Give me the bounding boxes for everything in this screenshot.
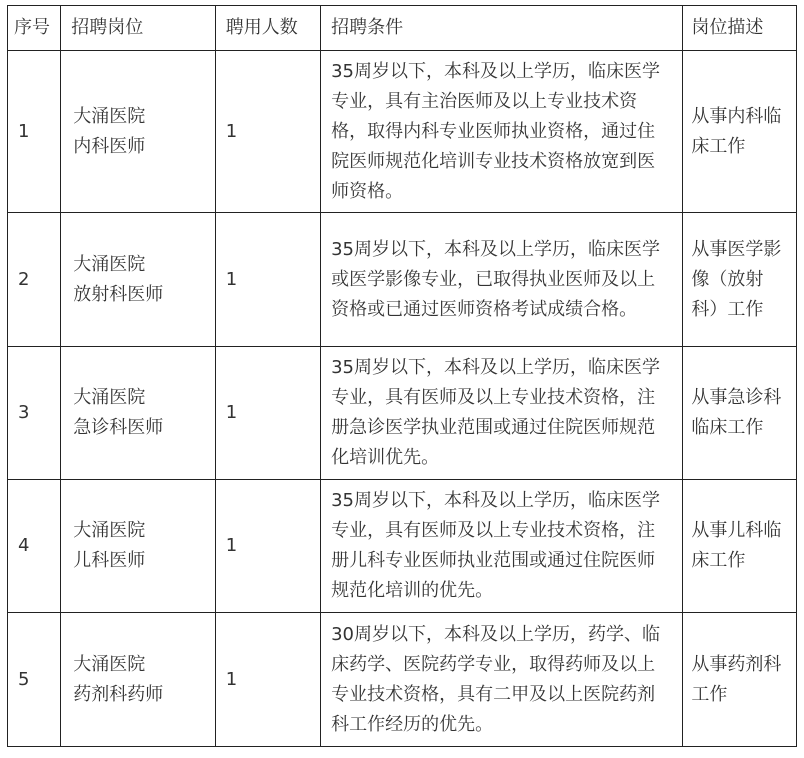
row-count: 1 bbox=[215, 51, 320, 213]
post-title: 儿科医师 bbox=[73, 550, 146, 571]
recruitment-table bbox=[7, 5, 797, 747]
row-no: 3 bbox=[8, 347, 61, 480]
row-description: 从事急诊科临床工作 bbox=[683, 347, 797, 480]
row-post bbox=[61, 213, 216, 347]
row-description: 从事内科临床工作 bbox=[683, 51, 797, 213]
row-count: 1 bbox=[215, 347, 320, 480]
row-no: 5 bbox=[8, 613, 61, 747]
row-description: 从事药剂科工作 bbox=[683, 613, 797, 747]
header-conditions: 招聘条件 bbox=[321, 6, 683, 51]
row-count: 1 bbox=[215, 213, 320, 347]
post-title: 药剂科药师 bbox=[73, 683, 164, 705]
row-post bbox=[61, 51, 216, 213]
row-conditions: 35周岁以下，本科及以上学历，临床医学或医学影像专业，已取得执业医师及以上资格或已通过医师资格考试成绩合格。 bbox=[321, 213, 683, 347]
row-no: 1 bbox=[8, 51, 61, 213]
row-description: 从事医学影像（放射科）工作 bbox=[683, 213, 797, 347]
post-hospital: 大涌医院 bbox=[73, 387, 146, 408]
row-post bbox=[61, 347, 216, 480]
row-conditions: 35周岁以下，本科及以上学历，临床医学专业，具有主治医师及以上专业技术资格，取得内科专业医师执业资格，通过住院医师规范化培训专业技术资格放宽到医师资格。 bbox=[321, 51, 683, 213]
row-post bbox=[61, 480, 216, 613]
table-row bbox=[8, 347, 797, 480]
post-title: 急诊科医师 bbox=[73, 417, 164, 438]
table-header-row bbox=[8, 6, 797, 51]
row-conditions: 35周岁以下，本科及以上学历，临床医学专业，具有医师及以上专业技术资格，注册儿科专业医师执业范围或通过住院医师规范化培训的优先。 bbox=[321, 480, 683, 613]
post-hospital: 大涌医院 bbox=[73, 653, 146, 675]
post-title: 内科医师 bbox=[73, 135, 146, 157]
header-description: 岗位描述 bbox=[683, 6, 797, 51]
table-row bbox=[8, 51, 797, 213]
row-count: 1 bbox=[215, 480, 320, 613]
header-count: 聘用人数 bbox=[215, 6, 320, 51]
row-count: 1 bbox=[215, 613, 320, 747]
row-no: 4 bbox=[8, 480, 61, 613]
header-post: 招聘岗位 bbox=[61, 6, 216, 51]
post-title: 放射科医师 bbox=[73, 283, 164, 305]
table-row bbox=[8, 480, 797, 613]
row-no: 2 bbox=[8, 213, 61, 347]
table-row bbox=[8, 613, 797, 747]
row-conditions: 35周岁以下，本科及以上学历，临床医学专业，具有医师及以上专业技术资格，注册急诊医学执业范围或通过住院医师规范化培训优先。 bbox=[321, 347, 683, 480]
header-no: 序号 bbox=[8, 6, 61, 51]
post-hospital: 大涌医院 bbox=[73, 253, 146, 275]
row-conditions: 30周岁以下，本科及以上学历，药学、临床药学、医院药学专业，取得药师及以上专业技术资格，具有二甲及以上医院药剂科工作经历的优先。 bbox=[321, 613, 683, 747]
post-hospital: 大涌医院 bbox=[73, 105, 146, 127]
post-hospital: 大涌医院 bbox=[73, 520, 146, 541]
row-post bbox=[61, 613, 216, 747]
table-row bbox=[8, 213, 797, 347]
row-description: 从事儿科临床工作 bbox=[683, 480, 797, 613]
